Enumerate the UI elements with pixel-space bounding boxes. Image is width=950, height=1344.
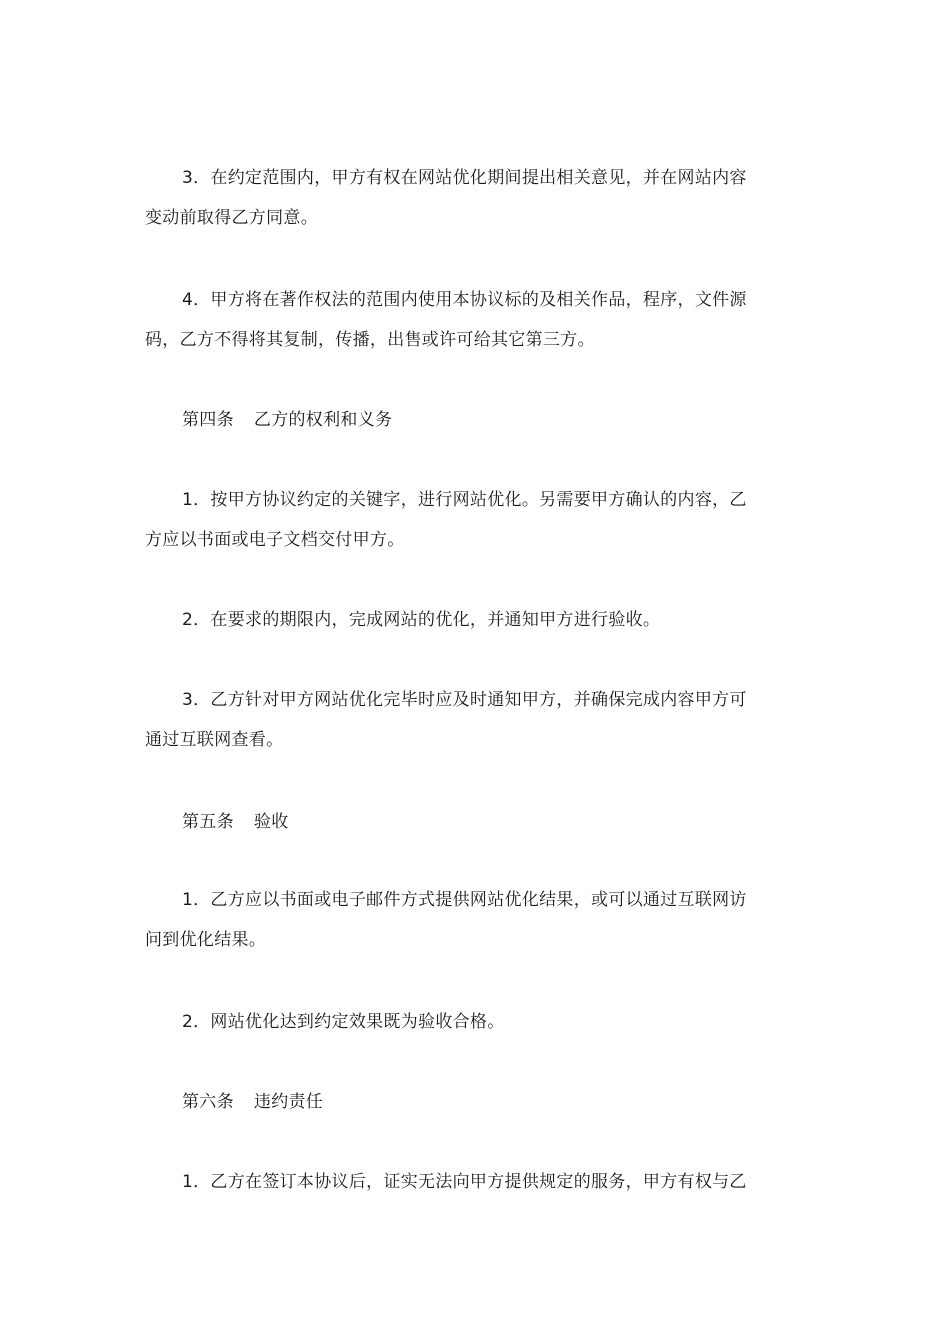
paragraph-2-complete-within-deadline (145, 600, 810, 640)
paragraph-line: 码，乙方不得将其复制，传播，出售或许可给其它第三方。 (145, 330, 595, 350)
article-number: 第五条 (182, 812, 234, 832)
paragraph-line: 1．乙方在签订本协议后，证实无法向甲方提供规定的服务，甲方有权与乙 (182, 1172, 747, 1192)
paragraph-3-party-a-opinions (145, 158, 810, 238)
paragraph-1-provide-results (145, 880, 810, 960)
paragraph-line: 1．按甲方协议约定的关键字，进行网站优化。另需要甲方确认的内容，乙 (182, 490, 747, 510)
article-number: 第六条 (182, 1092, 234, 1112)
paragraph-3-notify-party-a (145, 680, 810, 760)
paragraph-line: 2．网站优化达到约定效果既为验收合格。 (182, 1012, 505, 1032)
paragraph-4-copyright (145, 280, 810, 360)
article-number: 第四条 (182, 410, 234, 430)
paragraph-line: 4．甲方将在著作权法的范围内使用本协议标的及相关作品，程序，文件源 (182, 290, 747, 310)
paragraph-2-acceptance (145, 1002, 810, 1042)
paragraph-line: 通过互联网查看。 (145, 730, 284, 750)
article-5-heading (145, 802, 810, 842)
paragraph-1-keyword-optimization (145, 480, 810, 560)
paragraph-line: 方应以书面或电子文档交付甲方。 (145, 530, 405, 550)
article-4-heading (145, 400, 810, 440)
article-title: 乙方的权利和义务 (253, 410, 393, 430)
paragraph-1-breach-terms (145, 1162, 810, 1202)
paragraph-line: 问到优化结果。 (145, 930, 267, 950)
paragraph-line: 3．在约定范围内，甲方有权在网站优化期间提出相关意见，并在网站内容 (182, 168, 747, 188)
article-6-heading (145, 1082, 810, 1122)
article-title: 违约责任 (253, 1092, 324, 1112)
paragraph-line: 3．乙方针对甲方网站优化完毕时应及时通知甲方，并确保完成内容甲方可 (182, 690, 747, 710)
paragraph-line: 2．在要求的期限内，完成网站的优化，并通知甲方进行验收。 (182, 610, 661, 630)
paragraph-line: 1．乙方应以书面或电子邮件方式提供网站优化结果，或可以通过互联网访 (182, 890, 747, 910)
paragraph-line: 变动前取得乙方同意。 (145, 208, 318, 228)
article-title: 验收 (253, 812, 289, 832)
